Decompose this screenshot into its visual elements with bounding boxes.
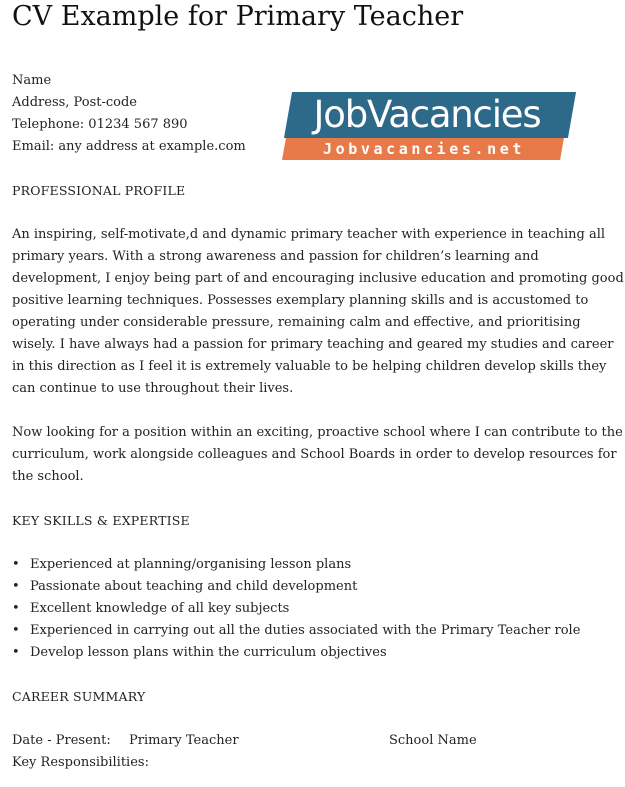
contact-name: Name	[12, 73, 52, 88]
career-role: Primary Teacher	[129, 733, 239, 748]
bullet-icon: •	[12, 557, 20, 572]
contact-telephone: Telephone: 01234 567 890	[12, 117, 188, 132]
jobvacancies-logo	[282, 92, 572, 162]
contact-address: Address, Post-code	[12, 95, 138, 110]
bullet-icon: •	[12, 601, 20, 616]
list-item	[12, 576, 612, 598]
skill-text: Passionate about teaching and child development	[30, 579, 358, 594]
page-title: CV Example for Primary Teacher	[12, 1, 464, 32]
career-summary-heading: CAREER SUMMARY	[12, 689, 146, 704]
skills-list	[12, 554, 612, 664]
profile-paragraph-2: Now looking for a position within an exciting, proactive school where I can contribute to the curriculum, work alongside colleagues and School Boards in order to develop resources for the school.	[12, 425, 623, 484]
skill-text: Experienced in carrying out all the duties associated with the Primary Teacher role	[30, 623, 581, 638]
logo-wordmark: JobVacancies	[313, 93, 541, 136]
list-item	[12, 554, 612, 576]
skill-text: Excellent knowledge of all key subjects	[30, 601, 290, 616]
list-item	[12, 620, 612, 642]
logo-url-text: Jobvacancies.net	[322, 140, 526, 158]
professional-profile-heading: PROFESSIONAL PROFILE	[12, 183, 186, 198]
contact-email: Email: any address at example.com	[12, 139, 246, 154]
skill-text: Experienced at planning/organising lesson plans	[30, 557, 352, 572]
list-item	[12, 598, 612, 620]
career-school: School Name	[389, 733, 477, 748]
career-date: Date - Present:	[12, 733, 111, 748]
key-responsibilities-label: Key Responsibilities:	[12, 755, 149, 770]
contact-details	[12, 70, 282, 158]
key-skills-heading: KEY SKILLS & EXPERTISE	[12, 513, 190, 528]
profile-paragraph-1: An inspiring, self-motivate,d and dynamic primary teacher with experience in teaching all primary years. With a strong awareness and passion for children’s learning and development, I enjoy being part of and encouraging inclusive education and promoting good positive learning techniques. Possesses exemplary planning skills and is accustomed to operating under considerable pressure, remaining calm and effective, and prioritising wisely. I have always had a passion for primary teaching and geared my studies and career in this direction as I feel it is extremely valuable to be helping children develop skills they can continue to use throughout their lives.	[12, 227, 624, 396]
skill-text: Develop lesson plans within the curriculum objectives	[30, 645, 387, 660]
bullet-icon: •	[12, 623, 20, 638]
bullet-icon: •	[12, 645, 20, 660]
bullet-icon: •	[12, 579, 20, 594]
list-item	[12, 642, 612, 664]
